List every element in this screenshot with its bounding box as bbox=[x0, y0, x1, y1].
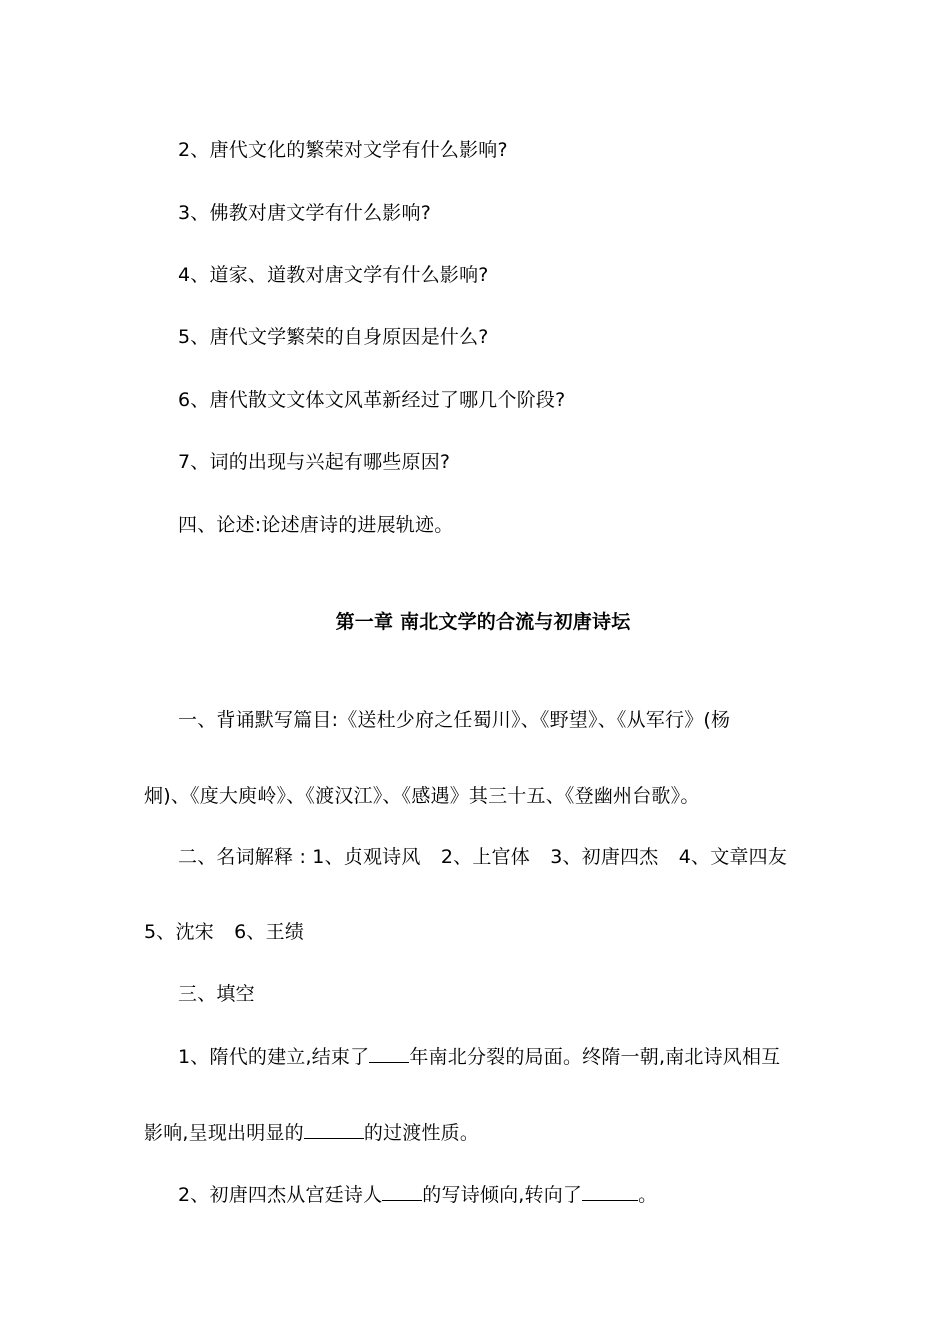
term-4: 4、文章四友 bbox=[678, 846, 788, 868]
question-3: 3、佛教对唐文学有什么影响? bbox=[178, 202, 431, 224]
fill-2-text-b: 的写诗倾向,转向了 bbox=[422, 1184, 583, 1206]
question-7: 7、词的出现与兴起有哪些原因? bbox=[178, 451, 451, 473]
term-5: 5、沈宋 bbox=[144, 921, 214, 943]
question-5: 5、唐代文学繁荣的自身原因是什么? bbox=[178, 326, 489, 348]
fill-item-2 bbox=[178, 1182, 657, 1207]
fill-1-text-a: 1、隋代的建立,结束了 bbox=[178, 1046, 370, 1068]
fill-1-text-b: 年南北分裂的局面。终隋一朝,南北诗风相互 bbox=[409, 1046, 781, 1068]
recitation-line-2: 炯)、《度大庾岭》、《渡汉江》、《感遇》其三十五、《登幽州台歌》。 bbox=[144, 785, 700, 807]
terms-line-2 bbox=[144, 920, 304, 944]
fill-1-text-c: 影响,呈现出明显的 bbox=[144, 1122, 304, 1144]
fill-2-blank-2[interactable] bbox=[582, 1182, 638, 1201]
fill-2-text-a: 2、初唐四杰从宫廷诗人 bbox=[178, 1184, 383, 1206]
fill-heading: 三、填空 bbox=[178, 983, 255, 1005]
recitation-line-1: 一、背诵默写篇目:《送杜少府之任蜀川》、《野望》、《从军行》(杨 bbox=[178, 709, 731, 731]
fill-item-1-line-2 bbox=[144, 1120, 479, 1145]
term-3: 3、初唐四杰 bbox=[550, 846, 659, 868]
term-1: 1、贞观诗风 bbox=[312, 846, 421, 868]
fill-2-text-c: 。 bbox=[638, 1184, 658, 1206]
chapter-title: 第一章 南北文学的合流与初唐诗坛 bbox=[335, 611, 631, 633]
term-6: 6、王绩 bbox=[234, 921, 305, 943]
terms-intro: 二、名词解释 : bbox=[178, 846, 307, 868]
fill-1-blank-2[interactable] bbox=[304, 1120, 364, 1139]
question-6: 6、唐代散文文体文风革新经过了哪几个阶段? bbox=[178, 389, 566, 411]
question-2: 2、唐代文化的繁荣对文学有什么影响? bbox=[178, 139, 508, 161]
fill-1-text-d: 的过渡性质。 bbox=[363, 1122, 480, 1144]
essay-question: 四、论述:论述唐诗的进展轨迹。 bbox=[178, 514, 454, 536]
question-4: 4、道家、道教对唐文学有什么影响? bbox=[178, 264, 489, 286]
terms-line-1 bbox=[178, 845, 787, 869]
term-2: 2、上官体 bbox=[440, 846, 530, 868]
fill-item-1-line-1 bbox=[178, 1044, 780, 1069]
fill-1-blank-1[interactable] bbox=[369, 1044, 409, 1063]
fill-2-blank-1[interactable] bbox=[382, 1182, 422, 1201]
